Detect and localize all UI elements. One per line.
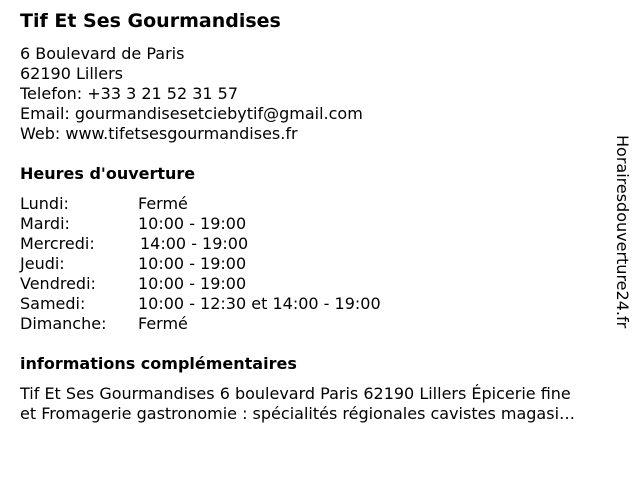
day-label: Vendredi: [20,274,96,293]
day-time: 10:00 - 19:00 [138,254,247,273]
day-label: Dimanche: [20,314,107,333]
watermark [612,135,634,345]
day-time: 14:00 - 19:00 [140,234,249,253]
info-heading: informations complémentaires [20,354,297,373]
email-line[interactable]: Email: gourmandisesetciebytif@gmail.com [20,104,363,123]
web-line[interactable]: Web: www.tifetsesgourmandises.fr [20,124,298,143]
day-time: Fermé [138,314,188,333]
day-label: Samedi: [20,294,86,313]
day-time: 10:00 - 12:30 et 14:00 - 19:00 [138,294,381,313]
info-line: Tif Et Ses Gourmandises 6 boulevard Paris 62190 Lillers Épicerie fine [20,384,571,403]
day-label: Mercredi: [20,234,95,253]
info-text [20,384,630,424]
business-name: Tif Et Ses Gourmandises [20,10,281,32]
day-time: 10:00 - 19:00 [138,274,247,293]
day-label: Lundi: [20,194,69,213]
address-street: 6 Boulevard de Paris [20,44,185,63]
day-time: 10:00 - 19:00 [138,214,247,233]
contact-block [20,44,363,144]
info-line: et Fromagerie gastronomie : spécialités régionales cavistes magasi… [20,404,576,423]
address-city: 62190 Lillers [20,64,123,83]
day-time: Fermé [138,194,188,213]
hours-heading: Heures d'ouverture [20,164,196,183]
day-label: Jeudi: [20,254,65,273]
watermark-text: Horairesdouverture24.fr [613,135,632,329]
day-label: Mardi: [20,214,70,233]
phone-line[interactable]: Telefon: +33 3 21 52 31 57 [20,84,239,103]
